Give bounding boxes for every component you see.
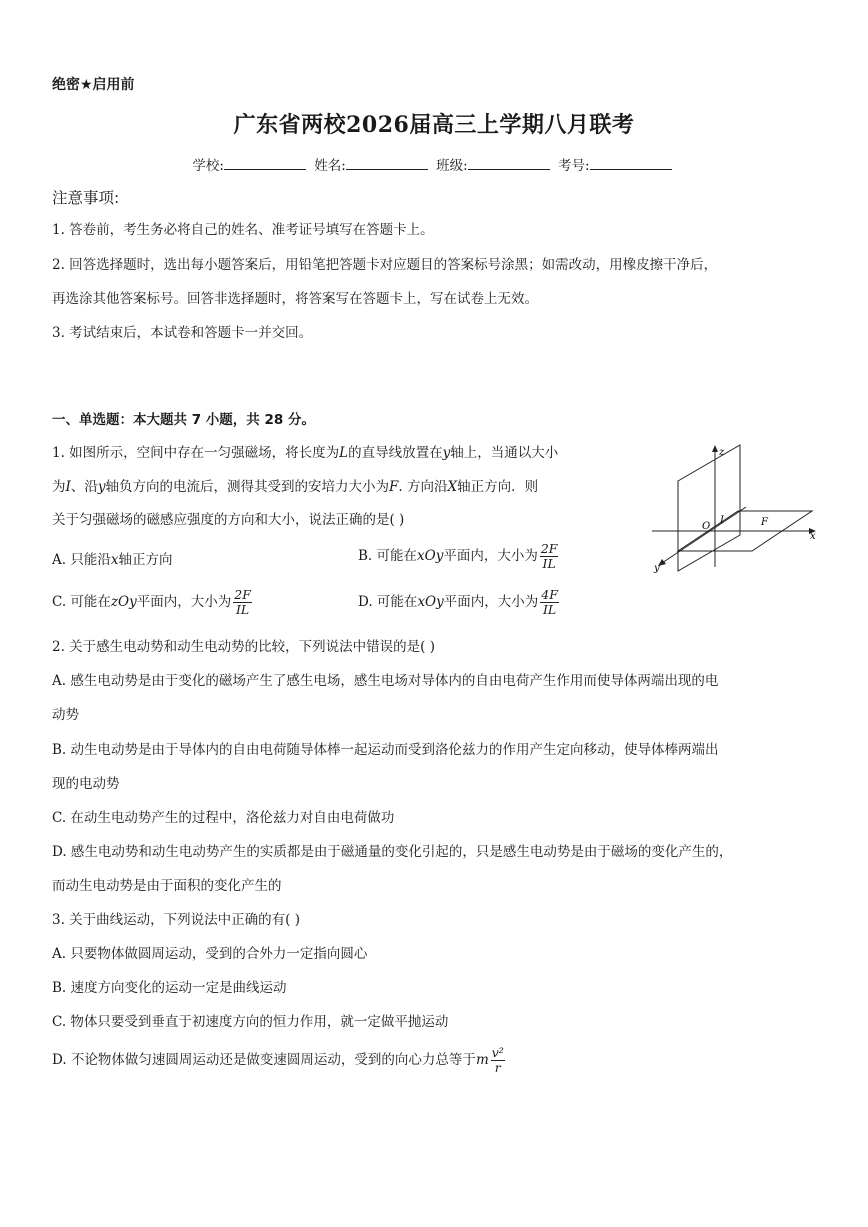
q1-text: . 方向沿 [398, 479, 448, 495]
fraction-numerator: 2F [234, 587, 251, 602]
q1-option-c-text: C. 可能在 [52, 594, 111, 610]
notice-item-1: 1. 答卷前，考生务必将自己的姓名、准考证号填写在答题卡上。 [52, 222, 434, 238]
q2-option-a: A. 感生电动势是由于变化的磁场产生了感生电场，感生电场对导体内的自由电荷产生作用而使导体两端出现的电 [52, 673, 719, 689]
q2-option-c: C. 在动生电动势产生的过程中，洛伦兹力对自由电荷做功 [52, 810, 395, 826]
q1-var-X: X [447, 479, 458, 495]
fraction-numerator: 2F [540, 541, 558, 556]
q1-option-a-text: 轴正方向 [118, 552, 173, 568]
q1-option-c-plane: zOy [110, 594, 137, 610]
z-arrowhead [712, 445, 718, 452]
q1-var-F: F [388, 479, 399, 495]
force-label: F [761, 517, 768, 528]
notice-item-2: 2. 回答选择题时，选出每小题答案后，用铅笔把答题卡对应题目的答案标号涂黑；如需改动，用橡皮擦干净后， [52, 257, 718, 273]
q1-var-I: I [65, 479, 71, 495]
fraction-denominator: IL [542, 556, 556, 571]
q1-var-y: y [442, 445, 451, 461]
q1-text: 1. 如图所示，空间中存在一匀强磁场，将长度为 [52, 445, 340, 461]
q1-option-d-text: D. 可能在 [358, 594, 418, 610]
q1-option-a [52, 550, 172, 570]
name-label: 姓名: [314, 158, 346, 174]
q1-line-1 [52, 443, 558, 463]
fraction-numerator: v² [491, 1045, 504, 1060]
q3-option-b: B. 速度方向变化的运动一定是曲线运动 [52, 980, 287, 996]
section-heading: 一、单选题：本大题共 7 小题，共 28 分。 [52, 412, 315, 428]
q1-line-3: 关于匀强磁场的磁感应强度的方向和大小，说法正确的是( ) [52, 512, 405, 528]
fraction-denominator: IL [235, 602, 250, 617]
class-field [436, 154, 554, 174]
q1-text: 的直导线放置在 [348, 445, 443, 461]
q1-option-b-text: B. 可能在 [358, 548, 418, 564]
q1-var-y: y [97, 479, 106, 495]
exam-number-field [558, 154, 676, 174]
q2-option-b: B. 动生电动势是由于导体内的自由电荷随导体棒一起运动而受到洛伦兹力的作用产生定向移动，使导体棒两端出 [52, 742, 719, 758]
vertical-plane [678, 445, 740, 571]
notice-heading: 注意事项: [52, 189, 120, 207]
q3-var-m: m [475, 1052, 489, 1068]
q1-text: 轴负方向的电流后，测得其受到的安培力大小为 [105, 479, 389, 495]
q3-option-d-fraction [491, 1046, 505, 1075]
q1-option-c-fraction [233, 588, 252, 617]
school-field [192, 154, 310, 174]
q3-option-d [52, 1046, 507, 1075]
q1-option-d-fraction [540, 588, 559, 617]
q3-option-a: A. 只要物体做圆周运动，受到的合外力一定指向圆心 [52, 946, 368, 962]
q2-option-d-cont: 而动生电动势是由于面积的变化产生的 [52, 878, 282, 894]
q1-option-a-axis: x [110, 552, 119, 568]
q1-option-b [358, 542, 560, 571]
q1-var-L: L [339, 445, 349, 461]
name-field [314, 154, 432, 174]
school-label: 学校: [192, 158, 224, 174]
student-info-row [0, 154, 868, 174]
class-blank [468, 157, 550, 170]
q3-option-d-text: D. 不论物体做匀速圆周运动还是做变速圆周运动，受到的向心力总等于 [52, 1052, 476, 1068]
q1-option-c-text: 平面内，大小为 [136, 594, 232, 610]
q3-stem: 3. 关于曲线运动，下列说法中正确的有( ) [52, 912, 300, 928]
x-axis-label: x [810, 531, 816, 542]
secret-label: 绝密★启用前 [52, 77, 135, 93]
q1-line-2 [52, 477, 538, 497]
notice-item-2-cont: 再选涂其他答案标号。回答非选择题时，将答案写在答题卡上，写在试卷上无效。 [52, 291, 538, 307]
fraction-denominator: r [494, 1060, 501, 1075]
q1-option-b-text: 平面内，大小为 [443, 548, 538, 564]
q1-option-d-text: 平面内，大小为 [443, 594, 539, 610]
q1-option-a-text: A. 只能沿 [52, 552, 111, 568]
q1-text: 、沿 [70, 479, 98, 495]
q2-option-a-cont: 动势 [52, 707, 79, 723]
y-axis [662, 507, 746, 563]
exam-title: 广东省两校2026届高三上学期八月联考 [233, 112, 635, 138]
z-axis-label: z [719, 447, 725, 458]
q1-option-b-plane: xOy [417, 548, 444, 564]
q1-option-c [52, 588, 254, 617]
q1-axis-figure [650, 443, 820, 573]
q1-text: 为 [52, 479, 66, 495]
fraction-numerator: 4F [541, 587, 558, 602]
exam-number-blank [590, 157, 672, 170]
y-axis-label: y [654, 563, 660, 573]
q2-stem: 2. 关于感生电动势和动生电动势的比较，下列说法中错误的是( ) [52, 639, 435, 655]
q1-option-d-plane: xOy [417, 594, 444, 610]
class-label: 班级: [436, 158, 468, 174]
q3-option-c: C. 物体只要受到垂直于初速度方向的恒力作用，就一定做平抛运动 [52, 1014, 449, 1030]
q1-option-b-fraction [540, 542, 559, 571]
q1-option-d [358, 588, 561, 617]
exam-number-label: 考号: [558, 158, 590, 174]
q2-option-d: D. 感生电动势和动生电动势产生的实质都是由于磁通量的变化引起的，只是感生电动势是由于磁场的变化产生的， [52, 844, 733, 860]
notice-item-3: 3. 考试结束后，本试卷和答题卡一并交回。 [52, 325, 313, 341]
current-label: I [720, 515, 724, 526]
q2-option-b-cont: 现的电动势 [52, 776, 120, 792]
q1-text: 轴正方向．则 [457, 479, 539, 495]
school-blank [224, 157, 306, 170]
origin-label: O [702, 521, 711, 532]
fraction-denominator: IL [542, 602, 557, 617]
name-blank [346, 157, 428, 170]
q1-text: 轴上，当通以大小 [450, 445, 559, 461]
